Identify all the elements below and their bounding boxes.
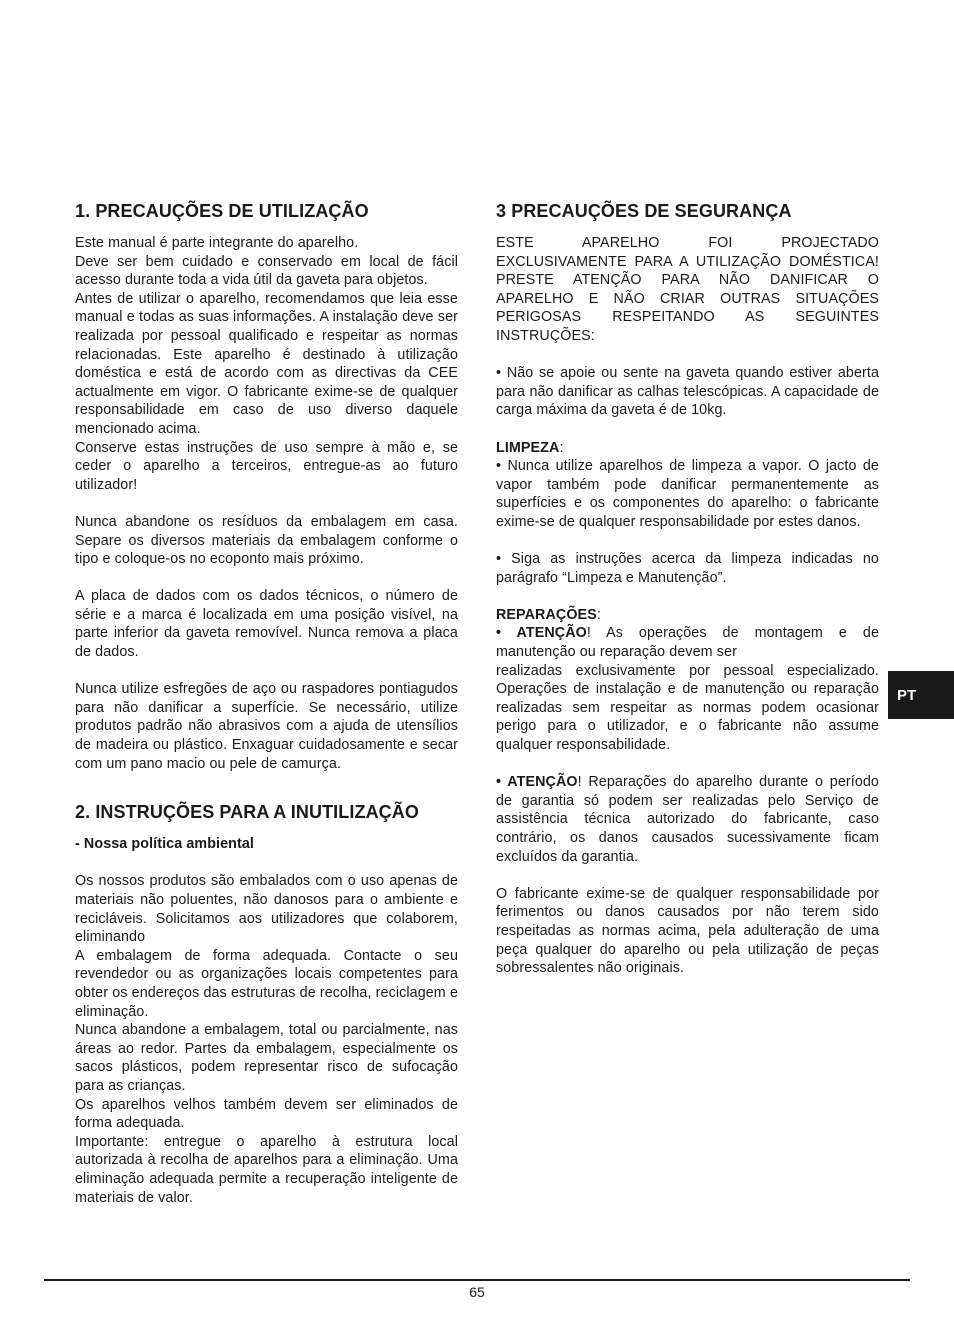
section2-paragraph: Os aparelhos velhos também devem ser eliminados de forma adequada. <box>75 1096 458 1132</box>
cleaning-bullet: • Nunca utilize aparelhos de limpeza a vapor. O jacto de vapor também pode danificar permanentemente as superfícies e os componentes do aparelho: o fabricante exime-se de qualquer responsabilidade por estes danos. <box>496 458 879 530</box>
page-number: 65 <box>469 1284 485 1300</box>
section2-subheading: - Nossa política ambiental <box>75 836 254 853</box>
repairs-continuation: realizadas exclusivamente por pessoal especializado. Operações de instalação e de manutenção ou reparação realizadas sem respeitar as normas podem ocasionar perigo para o utilizador, e o fabricante não assume qualquer responsabilidade. <box>496 662 879 754</box>
repairs-label-line <box>496 606 879 625</box>
section1-paragraph: Nunca abandone os resíduos da embalagem em casa. Separe os diversos materiais da embalagem conforme o tipo e coloque-os no ecoponto mais próximo. <box>75 513 458 568</box>
section3-heading: 3 PRECAUÇÕES DE SEGURANÇA <box>496 201 792 221</box>
colon: : <box>559 439 564 456</box>
section1-paragraph: A placa de dados com os dados técnicos, o número de série e a marca é localizada em uma posição visível, na parte inferior da gaveta removível. Nunca remova a placa de dados. <box>75 588 458 661</box>
section1-heading: 1. PRECAUÇÕES DE UTILIZAÇÃO <box>75 201 369 221</box>
right-column <box>496 198 879 978</box>
left-column <box>75 198 458 1207</box>
repairs-bullet-text: ! As operações de montagem e de manutenção ou reparação devem ser <box>496 625 879 661</box>
cleaning-bullet: • Siga as instruções acerca da limpeza indicadas no parágrafo “Limpeza e Manutenção”. <box>496 551 879 586</box>
section2-paragraph: Os nossos produtos são embalados com o uso apenas de materiais não poluentes, não danosos para o ambiente e recicláveis. Solicitamos aos utilizadores que colaborem, eliminando <box>75 873 458 946</box>
language-tab: PT <box>888 671 954 719</box>
drawer-load-bullet: • Não se apoie ou sente na gaveta quando estiver aberta para não danificar as calhas telescópicas. A capacidade de carga máxima da gaveta é de 10kg. <box>496 365 879 419</box>
section3-intro: ESTE APARELHO FOI PROJECTADO EXCLUSIVAMENTE PARA A UTILIZAÇÃO DOMÉSTICA! PRESTE ATENÇÃO PARA NÃO DANIFICAR O APARELHO E NÃO CRIAR OUTRAS SITUAÇÕES PERIGOSAS RESPEITANDO AS SEGUINTES INSTRUÇÕES: <box>496 235 879 344</box>
bullet-mark: • <box>496 625 517 642</box>
liability-paragraph: O fabricante exime-se de qualquer responsabilidade por ferimentos ou danos causados por não terem sido respeitadas as normas acima, pela adulteração de uma peça qualquer do aparelho ou pela utilização de peças sobressalentes não originais. <box>496 885 879 977</box>
section1-paragraph: Nunca utilize esfregões de aço ou raspadores pontiagudos para não danificar a superfície. Se necessário, utilize produtos padrão não abrasivos com a ajuda de utensílios de madeira ou plástico. Enxaguar cuidadosamente e secar com um pano macio ou pele de camurça. <box>75 681 458 772</box>
repairs-bullet <box>496 624 879 661</box>
repairs-bullet-text: ! Reparações do aparelho durante o período de garantia só podem ser realizadas pelo Serviço de assistência técnica autorizado do fabricante, caso contrário, os danos causados sucessivamente ficam excluídos da garantia. <box>496 774 879 865</box>
repairs-bullet <box>496 773 879 866</box>
colon: : <box>596 606 601 623</box>
section1-paragraph: Este manual é parte integrante do aparelho. <box>75 235 359 251</box>
cleaning-label: LIMPEZA <box>496 439 560 456</box>
section2-heading: 2. INSTRUÇÕES PARA A INUTILIZAÇÃO <box>75 802 419 823</box>
section2-paragraph: Nunca abandone a embalagem, total ou parcialmente, nas áreas ao redor. Partes da embalagem, especialmente os sacos plásticos, podem representar risco de sufocação para as crianças. <box>75 1022 458 1094</box>
footer-rule <box>44 1279 910 1281</box>
section2-paragraph: Importante: entregue o aparelho à estrutura local autorizada à recolha de aparelhos para a eliminação. Uma eliminação adequada permite a recuperação inteligente de materiais de valor. <box>75 1133 458 1206</box>
section1-paragraph: Deve ser bem cuidado e conservado em local de fácil acesso durante toda a vida útil da gaveta para objetos. <box>75 253 458 289</box>
attention-label: ATENÇÃO <box>507 774 578 791</box>
section1-paragraph: Conserve estas instruções de uso sempre à mão e, se ceder o aparelho a terceiros, entregue-as ao futuro utilizador! <box>75 439 458 493</box>
repairs-label: REPARAÇÕES <box>496 606 597 623</box>
cleaning-label-line <box>496 439 879 458</box>
section1-paragraph: Antes de utilizar o aparelho, recomendamos que leia esse manual e todas as suas informações. A instalação deve ser realizada por pessoal qualificado e respeitar as normas relacionadas. Este aparelho é destinado à utilização doméstica e está de acordo com as directivas da CEE actualmente em vigor. O fabricante exime-se de qualquer responsabilidade em caso de uso diverso daquele mencionado acima. <box>75 290 458 437</box>
attention-label: ATENÇÃO <box>516 625 587 642</box>
section2-paragraph: A embalagem de forma adequada. Contacte o seu revendedor ou as organizações locais competentes para obter os endereços das estruturas de recolha, reciclagem e eliminação. <box>75 947 458 1020</box>
bullet-mark: • <box>496 774 508 791</box>
